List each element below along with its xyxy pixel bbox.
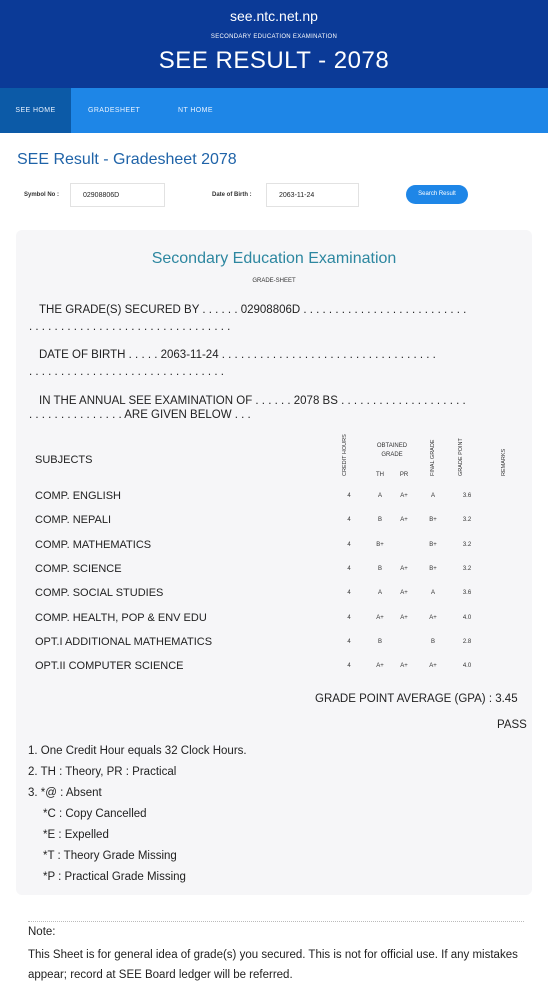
th-grade: A+ — [376, 663, 384, 669]
obtained-grade-header: OBTAINED GRADE — [376, 443, 408, 458]
grade-point: 4.0 — [462, 615, 472, 621]
final-grade-header: FINAL GRADE — [430, 439, 436, 476]
th-header: TH — [376, 472, 384, 478]
page-heading: SEE Result - Gradesheet 2078 — [17, 151, 237, 168]
gradesheet-title: Secondary Education Examination — [151, 250, 397, 267]
th-grade: A — [377, 590, 382, 596]
credit-hours: 4 — [347, 566, 351, 572]
gpa-summary: GRADE POINT AVERAGE (GPA) : 3.45 — [315, 693, 518, 705]
pr-grade: A+ — [400, 615, 408, 621]
legend-item: 1. One Credit Hour equals 32 Clock Hours. — [28, 745, 247, 757]
subject-name: OPT.I ADDITIONAL MATHEMATICS — [35, 636, 213, 648]
subject-name: COMP. SCIENCE — [35, 563, 122, 575]
legend-item: *E : Expelled — [43, 829, 109, 841]
annual-exam-line: IN THE ANNUAL SEE EXAMINATION OF . . . . . . 2078 BS . . . . . . . . . . . . . . . . . . . . — [39, 395, 466, 407]
grade-point: 3.6 — [462, 590, 472, 596]
final-grade: B — [430, 639, 435, 645]
final-grade: B+ — [429, 517, 437, 523]
navbar — [0, 88, 548, 133]
subject-name: COMP. NEPALI — [35, 514, 112, 526]
final-grade: A+ — [429, 615, 437, 621]
credit-hours: 4 — [347, 590, 351, 596]
search-form — [0, 183, 548, 209]
subject-name: COMP. SOCIAL STUDIES — [35, 587, 164, 599]
pr-grade: A+ — [400, 663, 408, 669]
nav-gradesheet[interactable]: GRADESHEET — [88, 107, 141, 114]
pr-grade: A+ — [400, 590, 408, 596]
note-text: This Sheet is for general idea of grade(s) you secured. This is not for official use. If any mistakes appear; record at SEE Board ledger will be referred. — [28, 949, 518, 981]
result-status: PASS — [497, 719, 527, 731]
final-grade: B+ — [429, 566, 437, 572]
credit-hours: 4 — [347, 517, 351, 523]
symbol-label: Symbol No : — [24, 192, 60, 198]
dob-line: DATE OF BIRTH . . . . . 2063-11-24 . . . . . . . . . . . . . . . . . . . . . . . . . . . . . . . . . . — [39, 349, 436, 361]
secured-by-dots: . . . . . . . . . . . . . . . . . . . . . . . . . . . . . . . . — [29, 321, 231, 333]
dob-input[interactable]: 2063-11-24 — [266, 183, 359, 207]
th-grade: A+ — [376, 615, 384, 621]
credit-hours: 4 — [347, 615, 351, 621]
secured-by-line: THE GRADE(S) SECURED BY . . . . . . 02908806D . . . . . . . . . . . . . . . . . . . . . . . . . . — [39, 304, 467, 316]
subject-name: COMP. ENGLISH — [35, 490, 121, 502]
remarks-header: REMARKS — [501, 448, 507, 476]
th-grade: B — [377, 566, 382, 572]
legend-item: 2. TH : Theory, PR : Practical — [28, 766, 177, 778]
grade-point: 3.6 — [462, 493, 472, 499]
grade-point: 3.2 — [462, 517, 472, 523]
th-grade: B — [377, 639, 382, 645]
annual-exam-line2: . . . . . . . . . . . . . . . ARE GIVEN BELOW . . . — [29, 409, 251, 421]
pr-grade: A+ — [400, 493, 408, 499]
final-grade: A — [430, 590, 435, 596]
legend-item: *T : Theory Grade Missing — [43, 850, 177, 862]
th-grade: A — [377, 493, 382, 499]
grade-point: 3.2 — [462, 542, 472, 548]
credit-hours: 4 — [347, 663, 351, 669]
pr-grade: A+ — [400, 517, 408, 523]
legend-item: *C : Copy Cancelled — [43, 808, 147, 820]
th-grade: B+ — [376, 542, 384, 548]
exam-name: SECONDARY EDUCATION EXAMINATION — [210, 34, 338, 40]
subject-name: COMP. MATHEMATICS — [35, 539, 152, 551]
grade-point: 2.8 — [462, 639, 472, 645]
legend-item: 3. *@ : Absent — [28, 787, 102, 799]
final-grade: A+ — [429, 663, 437, 669]
gradesheet-subtitle: GRADE-SHEET — [252, 278, 296, 284]
credit-hours: 4 — [347, 542, 351, 548]
nav-see-home[interactable]: SEE HOME — [0, 88, 71, 133]
search-result-button[interactable]: Search Result — [406, 185, 468, 204]
final-grade: A — [430, 493, 435, 499]
legend-item: *P : Practical Grade Missing — [43, 871, 186, 883]
subject-name: OPT.II COMPUTER SCIENCE — [35, 660, 184, 672]
pr-header: PR — [399, 472, 409, 478]
dob-dots: . . . . . . . . . . . . . . . . . . . . . . . . . . . . . . . — [29, 366, 224, 378]
credit-hours: 4 — [347, 639, 351, 645]
result-title: SEE RESULT - 2078 — [158, 47, 390, 74]
site-url: see.ntc.net.np — [230, 8, 318, 24]
divider — [28, 921, 524, 922]
grade-point-header: GRADE POINT — [458, 438, 464, 476]
subjects-header: SUBJECTS — [35, 454, 93, 466]
subject-name: COMP. HEALTH, POP & ENV EDU — [35, 612, 207, 624]
site-banner — [0, 0, 548, 88]
credit-hours-header: CREDIT HOURS — [342, 434, 348, 476]
dob-label: Date of Birth : — [212, 192, 252, 198]
th-grade: B — [377, 517, 382, 523]
note-heading: Note: — [28, 926, 56, 938]
grade-point: 4.0 — [462, 663, 472, 669]
pr-grade: A+ — [400, 566, 408, 572]
credit-hours: 4 — [347, 493, 351, 499]
nav-nt-home[interactable]: NT HOME — [178, 107, 213, 114]
symbol-input[interactable]: 02908806D — [70, 183, 165, 207]
final-grade: B+ — [429, 542, 437, 548]
grade-point: 3.2 — [462, 566, 472, 572]
